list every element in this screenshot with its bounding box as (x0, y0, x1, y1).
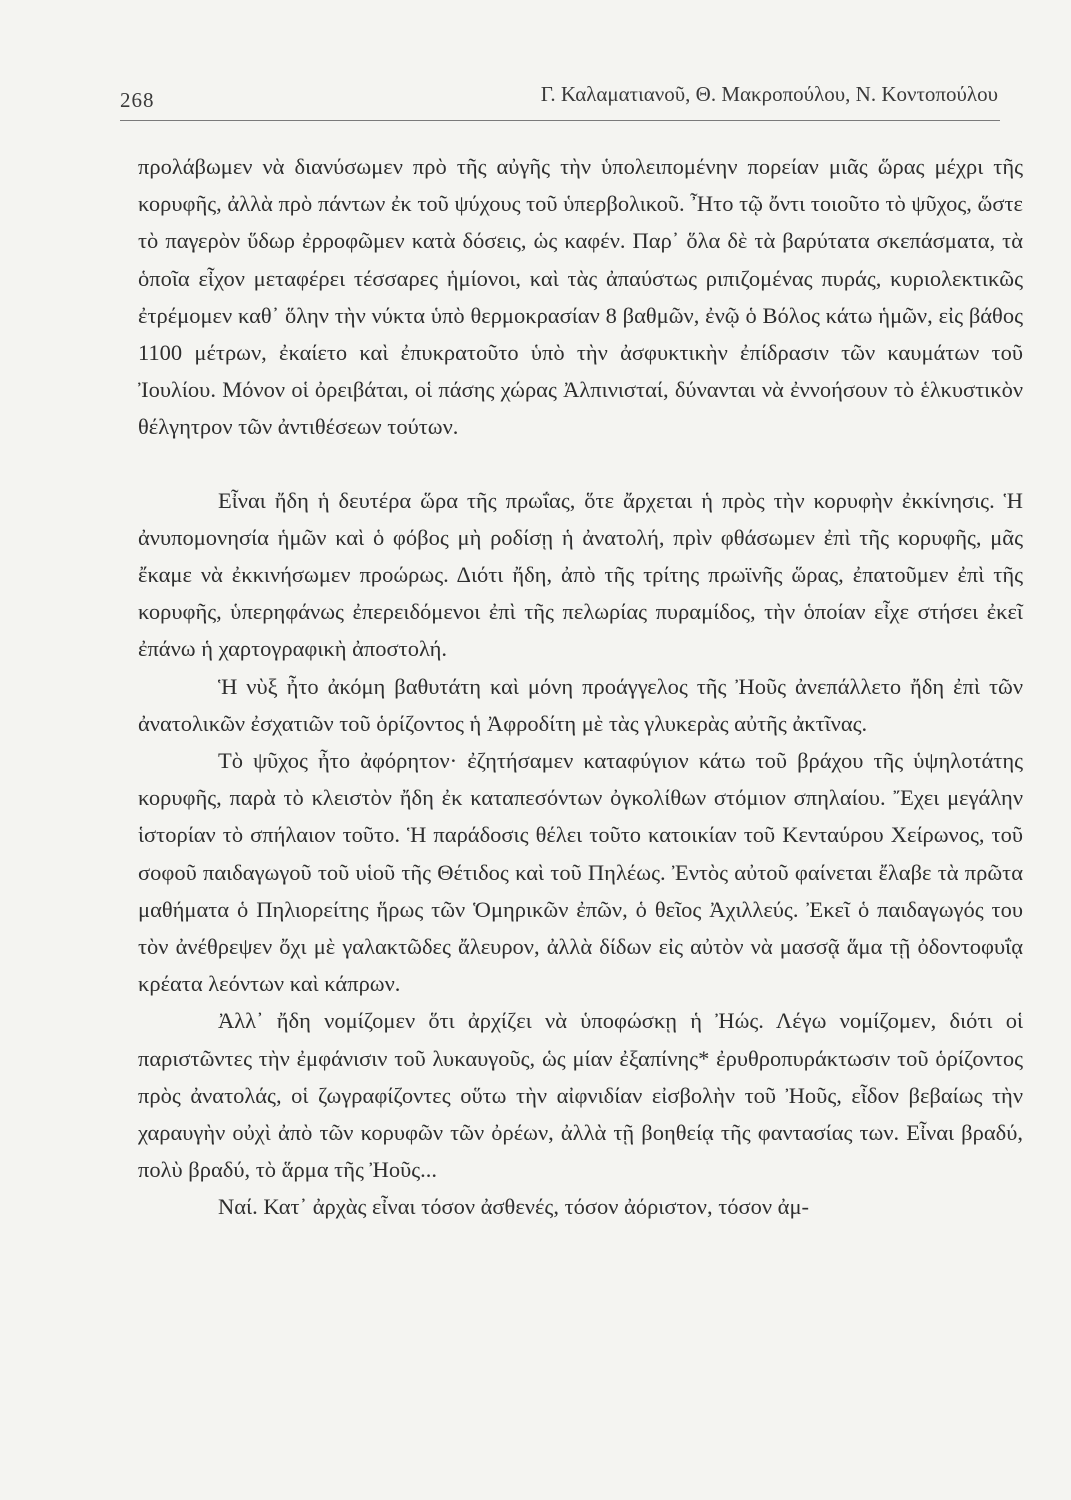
paragraph-3: Ἡ νὺξ ἦτο ἀκόμη βαθυτάτη καὶ μόνη προάγγελος τῆς Ἠοῦς ἀνεπάλλετο ἤδη ἐπὶ τῶν ἀνατολικῶν ἐσχατιῶν τοῦ ὁρίζοντος ἡ Ἀφροδίτη μὲ τὰς γλυκερὰς αὐτῆς ἀκτῖνας. (138, 673, 1023, 736)
paragraph-6: Ναί. Κατ᾽ ἀρχὰς εἶναι τόσον ἀσθενές, τόσον ἀόριστον, τόσον ἀμ- (218, 1194, 810, 1220)
paragraph-5: Ἀλλ᾽ ἤδη νομίζομεν ὅτι ἀρχίζει νὰ ὑποφώσκῃ ἡ Ἠώς. Λέγω νομίζομεν, διότι οἱ παριστῶντες τὴν ἐμφάνισιν τοῦ λυκαυγοῦς, ὡς μίαν ἐξαπίνης* ἐρυθροπυράκτωσιν τοῦ ὁρίζοντος πρὸς ἀνατολάς, οἱ ζωγραφίζοντες οὕτω τὴν αἰφνιδίαν εἰσβολὴν τοῦ Ἠοῦς, εἶδον βεβαίως τὴν χαραυγὴν οὐχὶ ἀπὸ τῶν κορυφῶν τῶν ὀρέων, ἀλλὰ τῇ βοηθείᾳ τῆς φαντασίας των. Εἶναι βραδύ, πολὺ βραδύ, τὸ ἅρμα τῆς Ἠοῦς... (138, 1008, 1023, 1183)
running-title: Γ. Καλαματιανοῦ, Θ. Μακροπούλου, Ν. Κοντοπούλου (540, 82, 998, 106)
paragraph-1: προλάβωμεν νὰ διανύσωμεν πρὸ τῆς αὐγῆς τὴν ὑπολειπομένην πορείαν μιᾶς ὥρας μέχρι τῆς κορυφῆς, ἀλλὰ πρὸ πάντων ἐκ τοῦ ψύχους τοῦ ὑπερβολικοῦ. Ἦτο τῷ ὄντι τοιοῦτο τὸ ψῦχος, ὥστε τὸ παγερὸν ὕδωρ ἐρροφῶμεν κατὰ δόσεις, ὡς καφέν. Παρ᾽ ὅλα δὲ τὰ βαρύτατα σκεπάσματα, τὰ ὁποῖα εἶχον μεταφέρει τέσσαρες ἡμίονοι, καὶ τὰς ἀπαύστως ριπιζομένας πυράς, κυριολεκτικῶς ἐτρέμομεν καθ᾽ ὅλην τὴν νύκτα ὑπὸ θερμοκρασίαν 8 βαθμῶν, ἐνῷ ὁ Βόλος κάτω ἡμῶν, εἰς βάθος 1100 μέτρων, ἐκαίετο καὶ ἐπυκρατοῦτο ὑπὸ τὴν ἀσφυκτικὴν ἐπίδρασιν τῶν καυμάτων τοῦ Ἰουλίου. Μόνον οἱ ὀρειβάται, οἱ πάσης χώρας Ἀλπινισταί, δύνανται νὰ ἐννοήσουν τὸ ἑλκυστικὸν θέλγητρον τῶν ἀντιθέσεων τούτων. (138, 154, 1023, 440)
body-text (138, 148, 1023, 1226)
paragraph-2: Εἶναι ἤδη ἡ δευτέρα ὥρα τῆς πρωΐας, ὅτε ἄρχεται ἡ πρὸς τὴν κορυφὴν ἐκκίνησις. Ἡ ἀνυπομονησία ἡμῶν καὶ ὁ φόβος μὴ ροδίσῃ ἡ ἀνατολή, πρὶν φθάσωμεν ἐπὶ τῆς κορυφῆς, μᾶς ἔκαμε νὰ ἐκκινήσωμεν προώρως. Διότι ἤδη, ἀπὸ τῆς τρίτης πρωϊνῆς ὥρας, ἐπατοῦμεν ἐπὶ τῆς κορυφῆς, ὑπερηφάνως ἐπερειδόμενοι ἐπὶ τῆς πελωρίας πυραμίδος, τὴν ὁποίαν εἶχε στήσει ἐκεῖ ἐπάνω ἡ χαρτογραφικὴ ἀποστολή. (138, 487, 1023, 662)
paragraph-4: Τὸ ψῦχος ἦτο ἀφόρητον· ἐζητήσαμεν καταφύγιον κάτω τοῦ βράχου τῆς ὑψηλοτάτης κορυφῆς, παρὰ τὸ κλειστὸν ἤδη ἐκ καταπεσόντων ὀγκολίθων στόμιον σπηλαίου. Ἔχει μεγάλην ἱστορίαν τὸ σπήλαιον τοῦτο. Ἡ παράδοσις θέλει τοῦτο κατοικίαν τοῦ Κενταύρου Χείρωνος, τοῦ σοφοῦ παιδαγωγοῦ τοῦ υἱοῦ τῆς Θέτιδος καὶ τοῦ Πηλέως. Ἐντὸς αὐτοῦ φαίνεται ἔλαβε τὰ πρῶτα μαθήματα ὁ Πηλιορείτης ἥρως τῶν Ὁμηρικῶν ἐπῶν, ὁ θεῖος Ἀχιλλεύς. Ἐκεῖ ὁ παιδαγωγός του τὸν ἀνέθρεψεν ὄχι μὲ γαλακτῶδες ἄλευρον, ἀλλὰ δίδων εἰς αὐτὸν νὰ μασσᾷ ἅμα τῇ ὀδοντοφυΐᾳ κρέατα λεόντων καὶ κάπρων. (138, 748, 1023, 997)
page-number: 268 (120, 88, 155, 112)
running-head (120, 80, 998, 116)
header-rule (120, 120, 1000, 121)
